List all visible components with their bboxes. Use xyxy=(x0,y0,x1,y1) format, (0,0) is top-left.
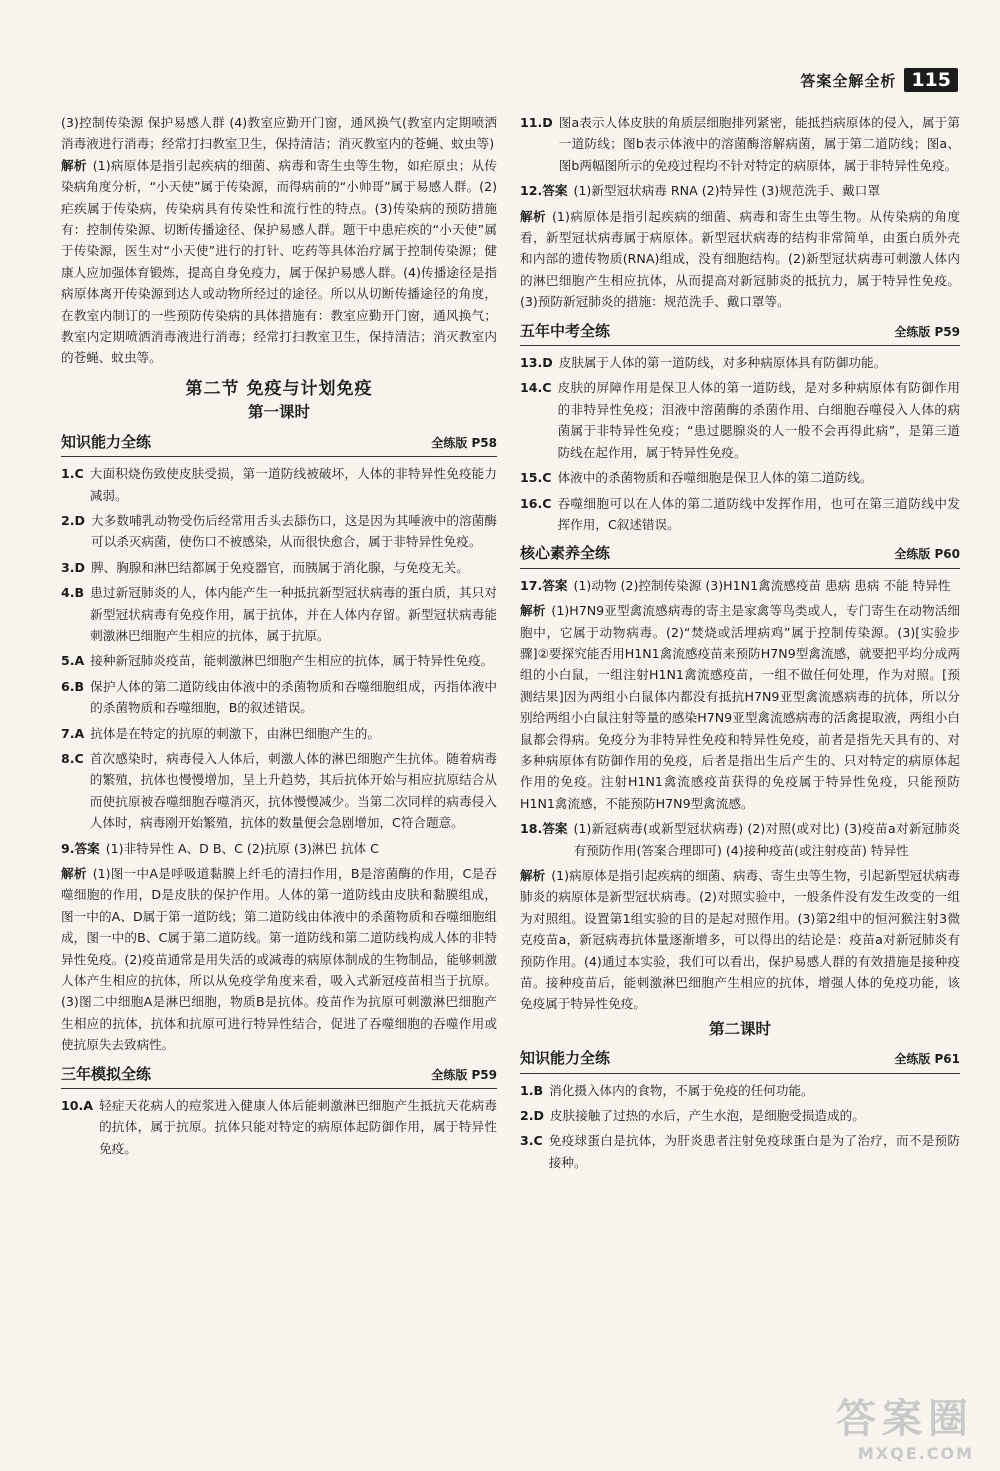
section-bar-page: 全练版 P61 xyxy=(894,1052,960,1067)
list-item xyxy=(520,1130,960,1173)
item-number: 8.C xyxy=(61,750,84,766)
section-bar xyxy=(61,432,497,457)
question-17 xyxy=(520,575,960,596)
answer-text: (1)新冠病毒(或新型冠状病毒) (2)对照(或对比) (3)疫苗a对新冠肺炎有预防作用(答案合理即可) (4)接种疫苗(或注射疫苗) 特异性 xyxy=(573,821,960,858)
item-text: 大多数哺乳动物受伤后经常用舌头去舔伤口，这是因为其唾液中的溶菌酶可以杀灭病菌，使伤口不被感染，从而很快愈合，属于非特异性免疫。 xyxy=(91,512,497,550)
list-item xyxy=(520,1105,960,1126)
list-item xyxy=(61,557,497,578)
explanation-label: 解析 xyxy=(520,603,546,619)
item-text: 保护人体的第二道防线由体液中的杀菌物质和吞噬细胞组成，丙指体液中的杀菌物质和吞噬细胞，B的叙述错误。 xyxy=(90,678,497,716)
right-column xyxy=(520,112,960,1177)
item-number: 2.D xyxy=(520,1108,545,1124)
item-text: 抗体是在特定的抗原的刺激下，由淋巴细胞产生的。 xyxy=(90,725,380,741)
item-text: 轻症天花病人的痘浆进入健康人体后能刺激淋巴细胞产生抵抗天花病毒的抗体，属于抗原。抗体只能对特定的病原体起防御作用，属于特异性免疫。 xyxy=(99,1098,497,1156)
item-text: 体液中的杀菌物质和吞噬细胞是保卫人体的第二道防线。 xyxy=(557,470,873,486)
lesson-title: 第二课时 xyxy=(708,1019,771,1038)
explanation-text: (1)病原体是指引起疾病的细菌、病毒和寄生虫等生物。从传染病的角度看，新型冠状病毒属于病原体。新型冠状病毒的结构非常简单，由蛋白质外壳和内部的遗传物质(RNA)组成，没有细胞结构。(2)新型冠状病毒可刺激人体内的淋巴细胞产生相应抗体，从而提高对新冠肺炎的抵抗力，属于特异性免疫。(3)预防新冠肺炎的措施：规范洗手、戴口罩等。 xyxy=(520,208,961,310)
question-12 xyxy=(520,180,960,201)
section-bar xyxy=(61,1064,497,1089)
question-18 xyxy=(520,818,960,861)
list-item xyxy=(520,1080,960,1101)
page-header xyxy=(800,68,958,92)
section-bar xyxy=(520,543,960,568)
item-number: 3.C xyxy=(520,1133,543,1149)
list-item xyxy=(61,748,497,834)
item-number: 2.D xyxy=(61,512,86,528)
item-text: 免疫球蛋白是抗体，为肝炎患者注射免疫球蛋白是为了治疗，而不是预防接种。 xyxy=(548,1133,960,1170)
answer-text: (1)非特异性 A、D B、C (2)抗原 (3)淋巴 抗体 C xyxy=(105,840,379,856)
item-number: 17.答案 xyxy=(520,577,568,593)
list-item xyxy=(61,582,497,646)
answer-text: (1)动物 (2)控制传染源 (3)H1N1禽流感疫苗 患病 患病 不能 特异性 xyxy=(573,577,951,593)
lesson-title: 第一课时 xyxy=(247,403,310,422)
list-item xyxy=(520,377,960,463)
item-text: 图a表示人体皮肤的角质层细胞排列紧密，能抵挡病原体的侵入，属于第一道防线；图b表示体液中的溶菌酶溶解病菌，属于第二道防线；图a、图b两幅图所示的免疫过程均不针对特定的病原体，属于非特异性免疫。 xyxy=(558,115,960,173)
section-bar xyxy=(520,1048,960,1073)
list-item xyxy=(520,352,960,373)
list-item xyxy=(61,723,497,744)
item-number: 18.答案 xyxy=(520,821,568,837)
section-bar-title: 知识能力全练 xyxy=(520,1049,611,1068)
item-number: 6.B xyxy=(61,678,85,694)
section-bar-title: 三年模拟全练 xyxy=(61,1064,152,1083)
section-bar-page: 全练版 P60 xyxy=(894,547,960,562)
item-text: 皮肤属于人体的第一道防线，对多种病原体具有防御功能。 xyxy=(558,355,887,371)
list-item xyxy=(61,510,497,553)
section-title: 第二节 免疫与计划免疫 xyxy=(185,378,373,399)
section-bar-page: 全练版 P59 xyxy=(431,1067,497,1082)
section-bar-title: 知识能力全练 xyxy=(61,432,152,451)
section-bar xyxy=(520,321,960,346)
section-bar-page: 全练版 P59 xyxy=(894,324,960,339)
item-number: 16.C xyxy=(520,495,552,511)
item-text: 大面积烧伤致使皮肤受损，第一道防线被破坏，人体的非特异性免疫能力减弱。 xyxy=(89,466,497,503)
explanation-label: 解析 xyxy=(61,157,87,173)
list-item xyxy=(61,676,497,719)
intro-answer: (3)控制传染源 保护易感人群 (4)教室应勤开门窗，通风换气(教室内定期喷洒消毒液进行消毒；经常打扫教室卫生，保持清洁；消灭教室内的苍蝇、蚊虫等) xyxy=(61,115,497,152)
list-item xyxy=(520,493,960,536)
item-number: 13.D xyxy=(520,355,553,371)
question-12-explanation xyxy=(520,206,960,313)
item-number: 11.D xyxy=(520,115,553,130)
item-number: 1.C xyxy=(61,466,84,482)
left-column xyxy=(61,112,497,1163)
item-text: 皮肤接触了过热的水后，产生水泡，是细胞受损造成的。 xyxy=(550,1108,865,1124)
watermark xyxy=(836,1387,974,1463)
explanation-label: 解析 xyxy=(520,868,546,883)
watermark-text: 答案圈 xyxy=(836,1396,974,1442)
question-9 xyxy=(61,838,497,859)
explanation-text: (1)图一中A是呼吸道黏膜上纤毛的清扫作用，B是溶菌酶的作用，C是吞噬细胞的作用，D是皮肤的保护作用。人体的第一道防线由皮肤和黏膜组成，图一中的A、D属于第一道防线；第二道防线由体液中的杀菌物质和吞噬细胞组成，图一中的B、C属于第二道防线。第一道防线和第二道防线构成人体的非特异性免疫。(2)疫苗通常是用失活的或减毒的病原体制成的生物制品，能够刺激人体产生相应的抗体，所以从免疫学角度来看，吸入式新冠疫苗相当于抗原。(3)图二中细胞A是淋巴细胞，物质B是抗体。疫苗作为抗原可刺激淋巴细胞产生相应的抗体，抗体和抗原可进行特异性结合，促进了吞噬细胞的吞噬作用或使抗原失去致病性。 xyxy=(61,866,498,1053)
item-number: 1.B xyxy=(520,1082,544,1098)
item-number: 10.A xyxy=(61,1098,94,1114)
item-text: 皮肤的屏障作用是保卫人体的第一道防线，是对多种病原体有防御作用的非特异性免疫；泪液中溶菌酶的杀菌作用、白细胞吞噬侵入人体的病菌属于非特异性免疫；“患过腮腺炎的人一般不会再得此病”，是第三道防线在起作用，属于特异性免疫。 xyxy=(557,380,960,460)
list-item xyxy=(520,467,960,488)
section-bar-title: 核心素养全练 xyxy=(520,544,611,563)
page-number: 115 xyxy=(904,68,958,92)
item-text: 吞噬细胞可以在人体的第二道防线中发挥作用，也可在第三道防线中发挥作用，C叙述错误。 xyxy=(557,495,960,532)
question-9-explanation xyxy=(61,863,497,1056)
list-item xyxy=(61,650,497,671)
watermark-url: MXQE.COM xyxy=(857,1444,974,1463)
list-item xyxy=(61,1095,497,1159)
explanation-text: (1)H7N9亚型禽流感病毒的寄主是家禽等鸟类或人，专门寄生在动物活细胞中，它属于动物病毒。(2)“焚烧或活埋病鸡”属于控制传染源。(3)[实验步骤]②要探究能否用H1N1禽流感疫苗来预防H7N9型禽流感，就要把平均分成两组的小白鼠，一组注射H1N1禽流感疫苗，一组不做任何处理，作为对照。[预测结果]因为两组小白鼠体内都没有抵抗H7N9亚型禽流感病毒的抗体，所以分别给两组小白鼠注射等量的感染H7N9亚型禽流感病毒的活禽提取液，两组小白鼠都会得病。免疫分为非特异性免疫和特异性免疫，前者是指先天具有的、对多种病原体有防御作用的免疫，后者是指出生后产生的、只对特定的病原体起作用的免疫。注射H1N1禽流感疫苗获得的免疫属于特异性免疫，只能预防H1N1禽流感，不能预防H7N9型禽流感。 xyxy=(520,603,960,811)
item-number: 3.D xyxy=(61,559,86,575)
explanation-label: 解析 xyxy=(61,866,87,881)
item-number: 4.B xyxy=(61,585,85,601)
explanation-text: (1)病原体是指引起疾病的细菌、病毒、寄生虫等生物，引起新型冠状病毒肺炎的病原体是新型冠状病毒。(2)对照实验中，一般条件没有发生改变的一组为对照组。设置第1组实验的目的是起对照作用。(3)第2组中的恒河猴注射3微克疫苗a，新冠病毒抗体量逐渐增多，可以得出的结论是：疫苗a对新冠肺炎有预防作用。(4)通过本实验，我们可以看出，保护易感人群的有效措施是接种疫苗。接种疫苗后，能刺激淋巴细胞产生相应的抗体，增强人体的免疫功能，该免疫属于特异性免疫。 xyxy=(520,868,961,1012)
item-text: 脾、胸腺和淋巴结都属于免疫器官，而胰属于消化腺，与免疫无关。 xyxy=(91,559,469,575)
item-number: 12.答案 xyxy=(520,183,568,199)
item-number: 5.A xyxy=(61,653,85,669)
header-title: 答案全解全析 xyxy=(800,71,897,90)
answer-text: (1)新型冠状病毒 RNA (2)特异性 (3)规范洗手、戴口罩 xyxy=(573,183,880,199)
intro-explanation xyxy=(61,155,497,369)
item-text: 消化摄入体内的食物，不属于免疫的任何功能。 xyxy=(549,1082,814,1098)
section-bar-title: 五年中考全练 xyxy=(520,321,611,340)
item-text: 患过新冠肺炎的人，体内能产生一种抵抗新型冠状病毒的蛋白质，其只对新型冠状病毒有免疫作用，属于抗体，并在人体内存留。新型冠状病毒能刺激淋巴细胞产生相应的抗体，属于抗原。 xyxy=(90,585,497,643)
list-item xyxy=(520,112,960,176)
answer-list xyxy=(61,463,497,834)
explanation-text: (1)病原体是指引起疾病的细菌、病毒和寄生虫等生物，如疟原虫；从传染病角度分析，“小天使”属于传染源，而得病前的“小帅哥”属于易感人群。(2)疟疾属于传染病，传染病具有传染性和流行性的特点。(3)传染病的预防措施有：控制传染源、切断传播途径、保护易感人群。题干中患疟疾的“小天使”属于传染源，医生对“小天使”进行的打针、吃药等具体治疗属于控制传染源；健康人应加强体育锻炼，提高自身免疫力，属于保护易感人群。(4)传播途径是指病原体离开传染源到达人或动物所经过的途径。所以从切断传播途径的角度，在教室内制订的一些预防传染病的具体措施有：教室应勤开门窗，通风换气；教室内定期喷洒消毒液进行消毒；经常打扫教室卫生，保持清洁；消灭教室内的苍蝇、蚊虫等。 xyxy=(61,157,498,366)
item-number: 15.C xyxy=(520,470,552,486)
item-text: 接种新冠肺炎疫苗，能刺激淋巴细胞产生相应的抗体，属于特异性免疫。 xyxy=(90,653,494,669)
item-number: 7.A xyxy=(61,725,85,741)
list-item xyxy=(61,463,497,506)
explanation-label: 解析 xyxy=(520,208,547,224)
item-number: 14.C xyxy=(520,380,552,396)
question-18-explanation xyxy=(520,865,960,1015)
item-text: 首次感染时，病毒侵入人体后，刺激人体的淋巴细胞产生抗体。随着病毒的繁殖，抗体也慢慢增加，呈上升趋势，其后抗体开始与相应抗原结合从而使抗原被吞噬细胞吞噬消灭，抗体慢慢减少。当第二次同样的病毒侵入人体时，病毒刚开始繁殖，抗体的数量便会急剧增加，C符合题意。 xyxy=(89,750,497,831)
item-number: 9.答案 xyxy=(61,840,100,856)
question-17-explanation xyxy=(520,600,960,814)
section-bar-page: 全练版 P58 xyxy=(431,435,497,450)
